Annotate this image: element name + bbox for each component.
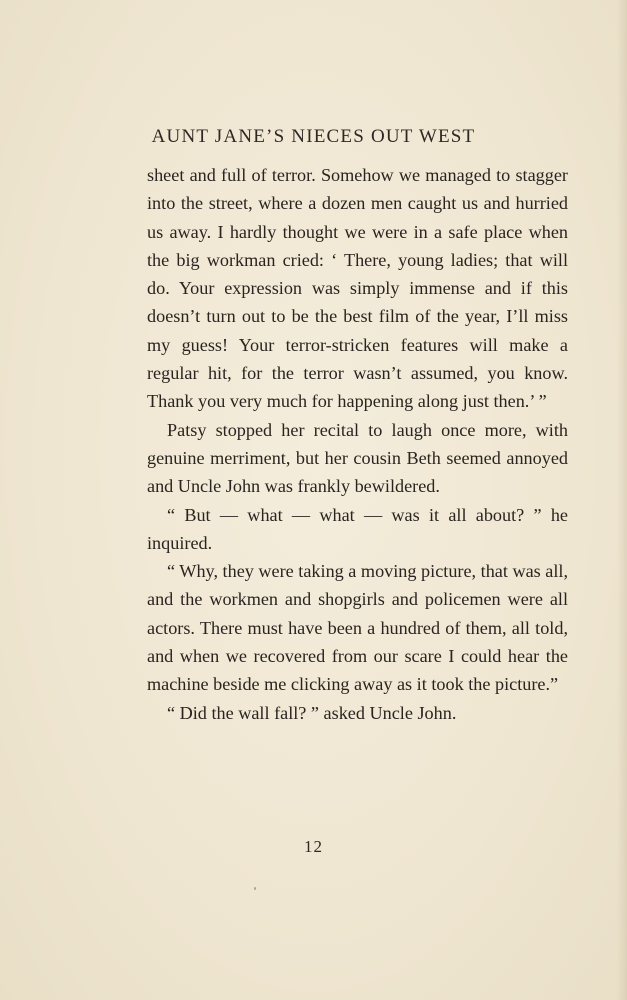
paragraph-3: “ But — what — what — was it all about? ” he inquired. bbox=[147, 504, 568, 553]
page-number: 12 bbox=[304, 837, 323, 856]
paragraph-2: Patsy stopped her recital to laugh once more, with genuine merriment, but her cousin Beth seemed annoyed and Uncle John was frankly bewildered. bbox=[147, 419, 568, 497]
paper-speck bbox=[254, 887, 256, 890]
paragraph-4: “ Why, they were taking a moving picture, that was all, and the workmen and shopgirls and policemen were all actors. There must have been a hundred of them, all told, and when we recovered from our scare I could hear the machine beside me clicking away as it took the picture.” bbox=[147, 561, 569, 695]
paragraph-5: “ Did the wall fall? ” asked Uncle John. bbox=[167, 702, 457, 723]
running-head: AUNT JANE’S NIECES OUT WEST bbox=[151, 126, 476, 147]
body-text bbox=[147, 161, 568, 727]
paragraph-1: sheet and full of terror. Somehow we managed to stagger into the street, where a dozen men caught us and hurried us away. I hardly thought we were in a safe place when the big workman cried: ‘ There, young ladies; that will do. Your expression was simply immense and if this doesn’t turn out to be the best film of the year, I’ll miss my guess! Your terror-stricken features will make a regular hit, for the terror wasn’t assumed, you know. Thank you very much for happening along just then.’ ” bbox=[147, 165, 568, 412]
